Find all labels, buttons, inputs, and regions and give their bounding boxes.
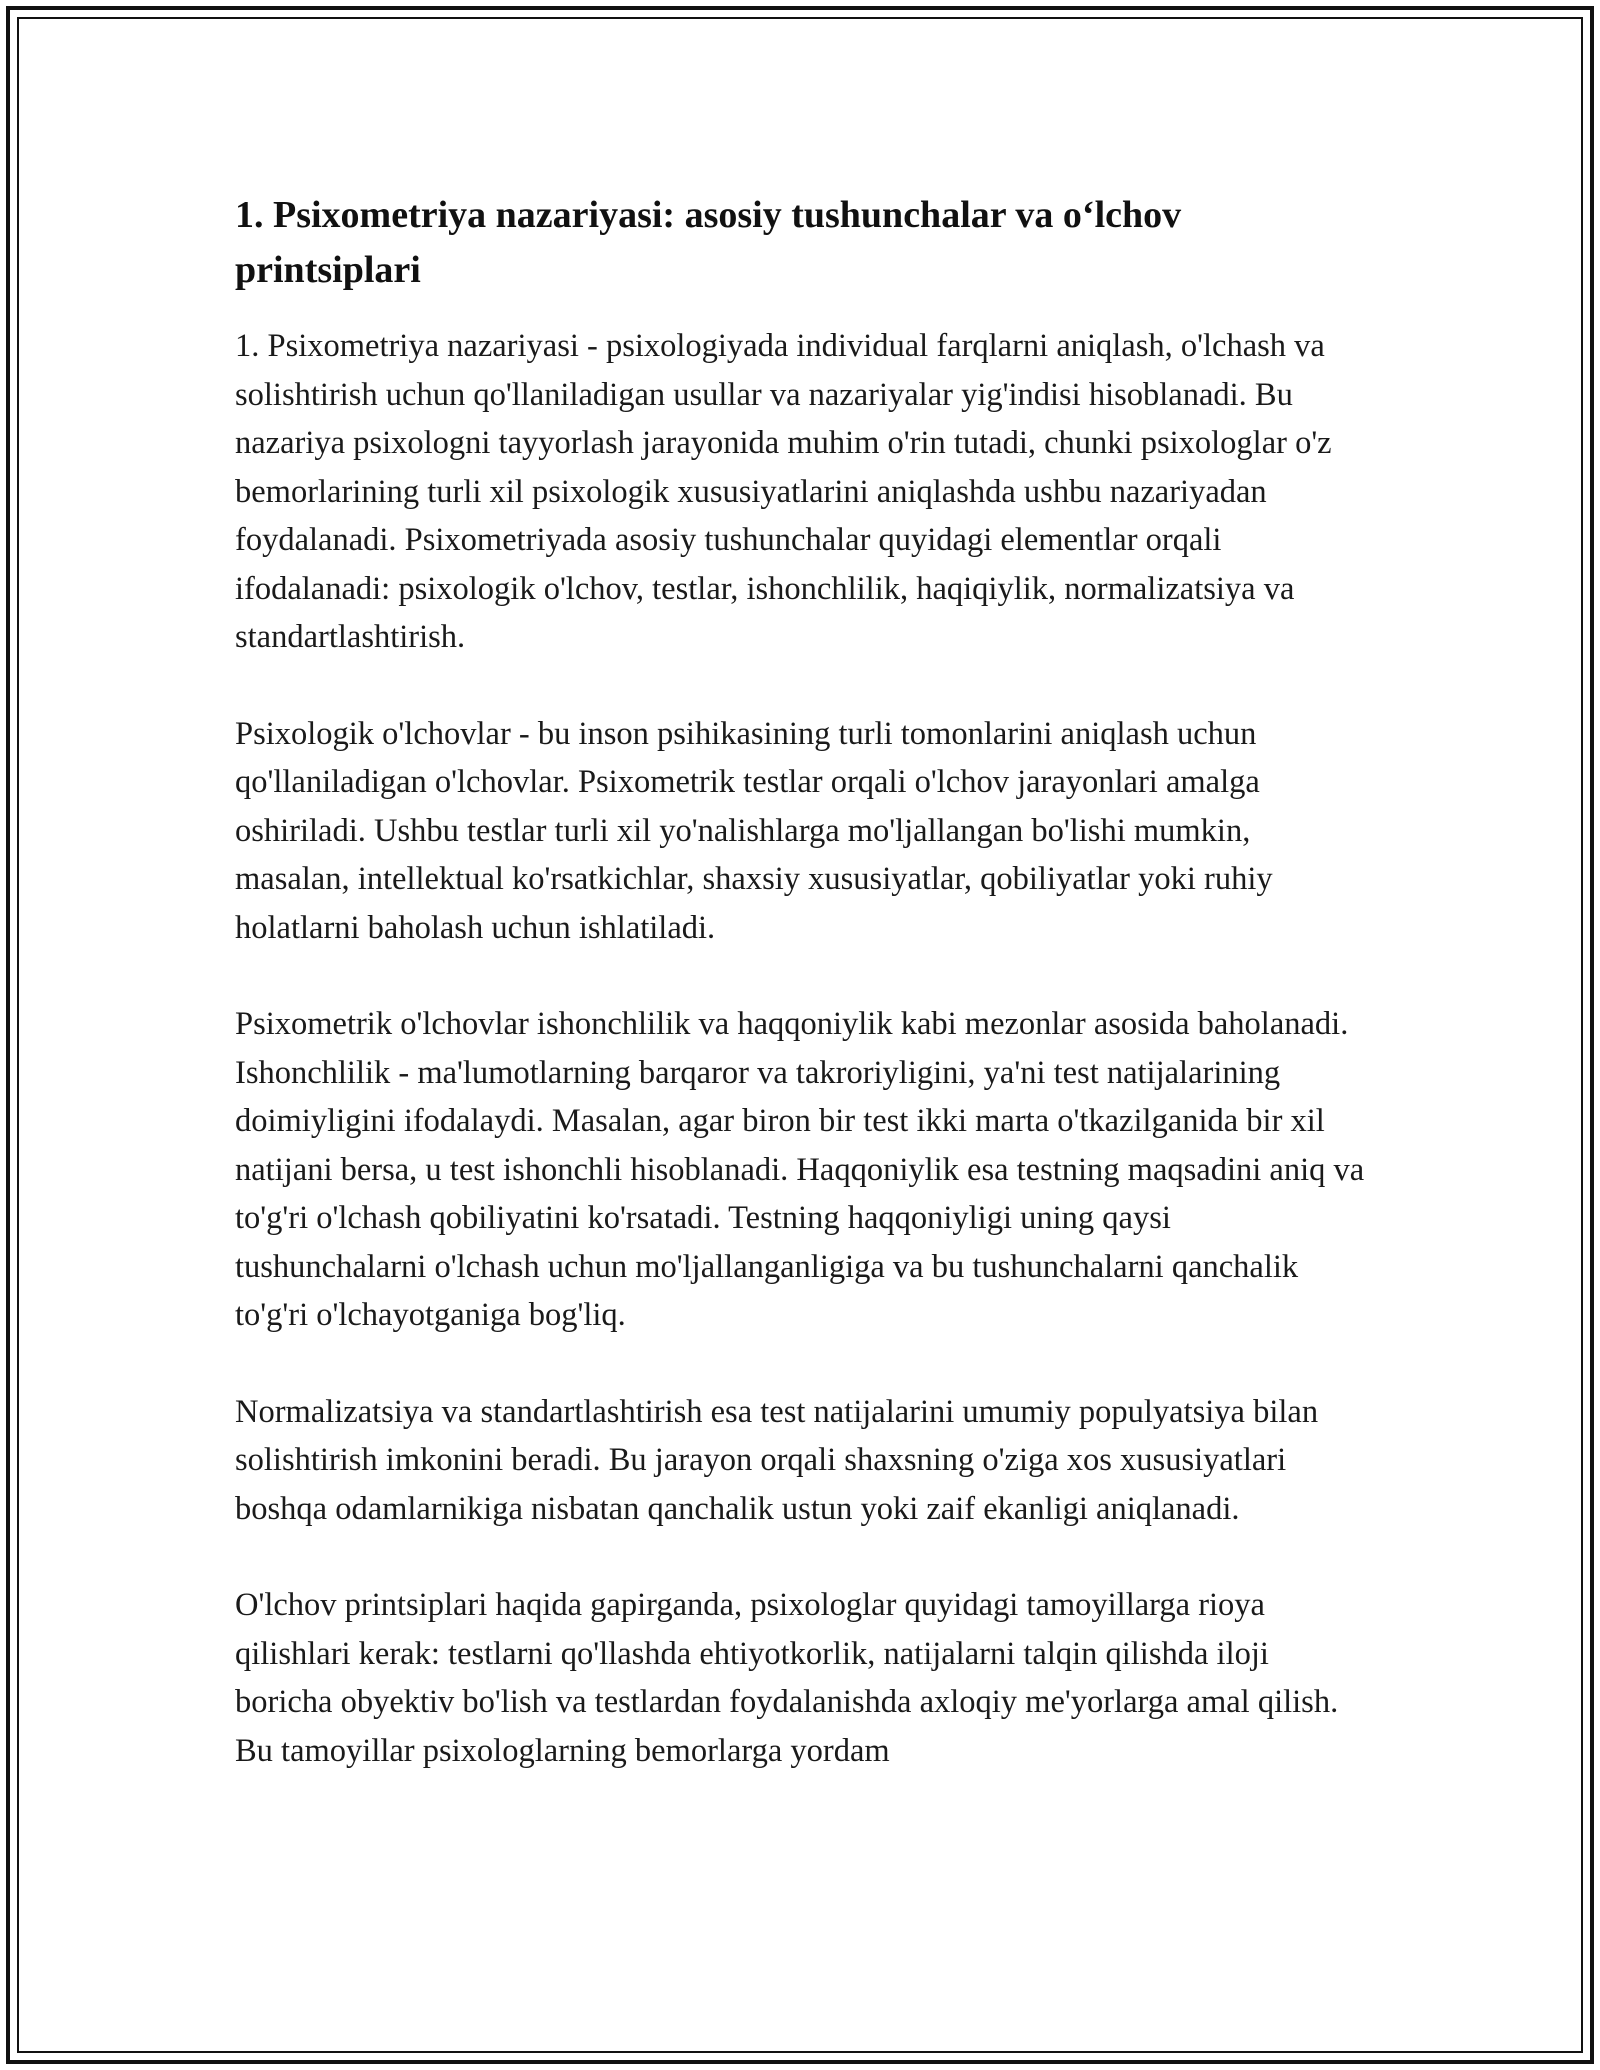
paragraph-5: O'lchov printsiplari haqida gapirganda, psixologlar quyidagi tamoyillarga rioya qilishlari kerak: testlarni qo'llashda ehtiyotkorlik, natijalarni talqin qilishda iloji boricha obyektiv bo'lish va testlardan foydalanishda axloqiy me'yorlarga amal qilish. Bu tamoyillar psixologlarning bemorlarga yordam (235, 1587, 1339, 1769)
document-content (235, 188, 1365, 1823)
paragraph-4: Normalizatsiya va standartlashtirish esa test natijalarini umumiy populyatsiya bilan solishtirish imkonini beradi. Bu jarayon orqali shaxsning o'ziga xos xususiyatlari boshqa odamlarnikiga nisbatan qanchalik ustun yoki zaif ekanligi aniqlanadi. (235, 1393, 1319, 1527)
paragraph-2: Psixologik o'lchovlar - bu inson psihikasining turli tomonlarini aniqlash uchun qo'llaniladigan o'lchovlar. Psixometrik testlar orqali o'lchov jarayonlari amalga oshiriladi. Ushbu testlar turli xil yo'nalishlarga mo'ljallangan bo'lishi mumkin, masalan, intellektual ko'rsatkichlar, shaxsiy xususiyatlar, qobiliyatlar yoki ruhiy holatlarni baholash uchun ishlatiladi. (235, 715, 1273, 946)
paragraph-3: Psixometrik o'lchovlar ishonchlilik va haqqoniylik kabi mezonlar asosida baholanadi. Ishonchlilik - ma'lumotlarning barqaror va takroriyligini, ya'ni test natijalarining doimiyligini ifodalaydi. Masalan, agar biron bir test ikki marta o'tkazilganida bir xil natijani bersa, u test ishonchli hisoblanadi. Haqqoniylik esa testning maqsadini aniq va to'g'ri o'lchash qobiliyatini ko'rsatadi. Testning haqqoniyligi uning qaysi tushunchalarni o'lchash uchun mo'ljallanganligiga va bu tushunchalarni qanchalik to'g'ri o'lchayotganiga bog'liq. (235, 1006, 1365, 1333)
paragraph-1: 1. Psixometriya nazariyasi - psixologiyada individual farqlarni aniqlash, o'lchash va solishtirish uchun qo'llaniladigan usullar va nazariyalar yig'indisi hisoblanadi. Bu nazariya psixologni tayyorlash jarayonida muhim o'rin tutadi, chunki psixologlar o'z bemorlarining turli xil psixologik xususiyatlarini aniqlashda ushbu nazariyadan foydalanadi. Psixometriyada asosiy tushunchalar quyidagi elementlar orqali ifodalanadi: psixologik o'lchov, testlar, ishonchlilik, haqiqiylik, normalizatsiya va standartlashtirish. (235, 328, 1332, 655)
body-text (235, 322, 1365, 1775)
section-heading: 1. Psixometriya nazariyasi: asosiy tushunchalar va o‘lchov printsiplari (235, 194, 1182, 291)
